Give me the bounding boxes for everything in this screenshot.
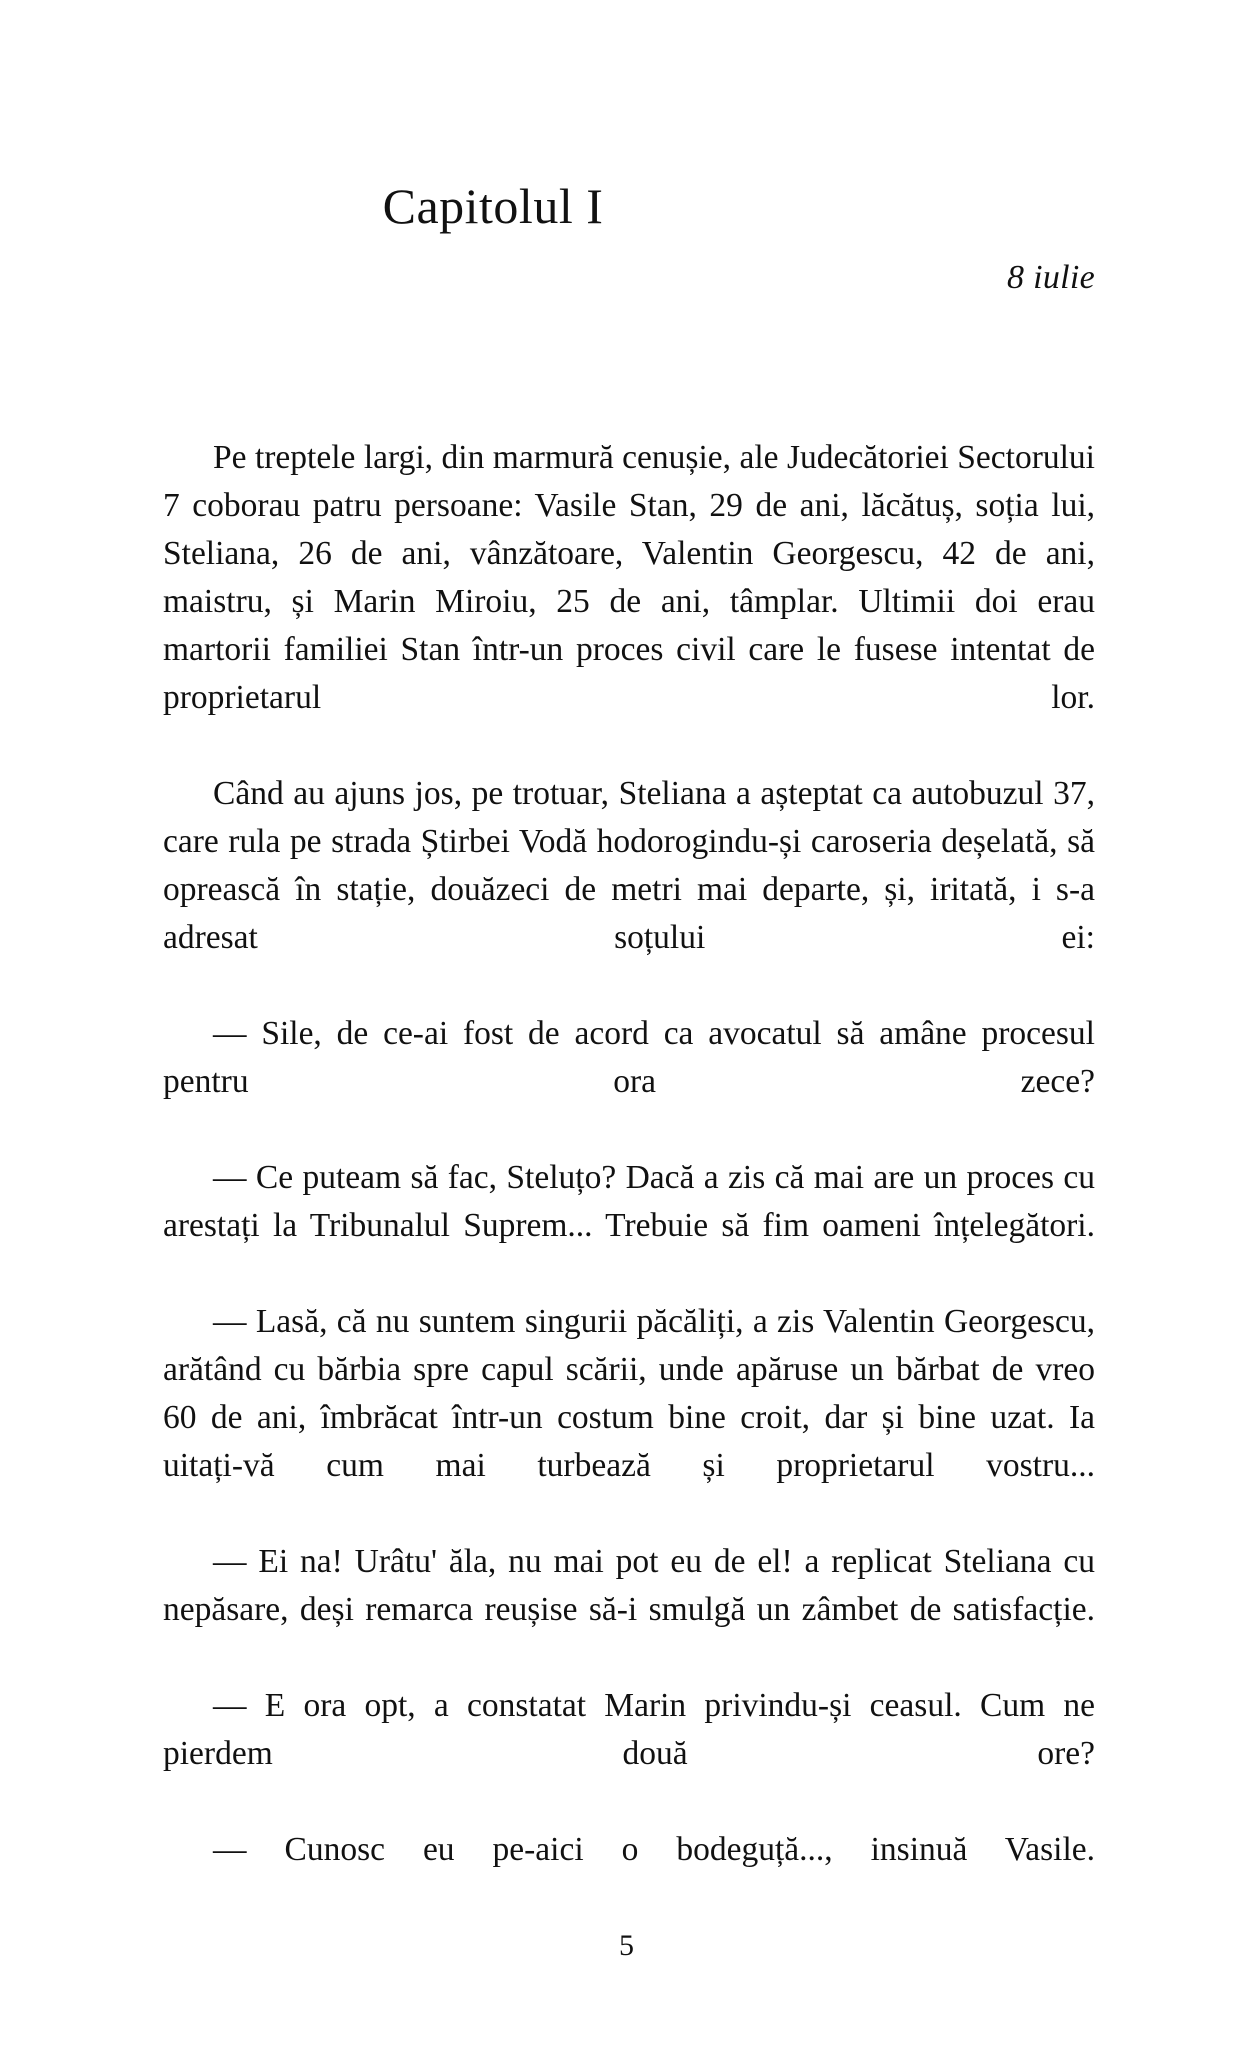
paragraph-dialogue: — Ce puteam să fac, Steluțo? Dacă a zis că mai are un proces cu arestați la Tribunalul Suprem... Trebuie să fim oameni înțelegători. (163, 1159, 1095, 1244)
chapter-date: 8 iulie (1006, 259, 1095, 296)
paragraph-dialogue: — Cunosc eu pe-aici o bodeguță..., insinuă Vasile. (213, 1831, 1095, 1868)
paragraph-dialogue: — Sile, de ce-ai fost de acord ca avocatul să amâne procesul pentru ora zece? (163, 1015, 1095, 1100)
paragraph: Pe treptele largi, din marmură cenușie, ale Judecătoriei Sectorului 7 coborau patru persoane: Vasile Stan, 29 de ani, lăcătuș, soția lui, Steliana, 26 de ani, vânzătoare, Valentin Georgescu, 42 de ani, maistru, și Marin Miroiu, 25 de ani, tâmplar. Ultimii doi erau martorii familiei Stan într-un proces civil care le fusese intentat de proprietarul lor. (163, 439, 1095, 716)
chapter-title: Capitolul I (382, 178, 604, 234)
paragraph: Când au ajuns jos, pe trotuar, Steliana a așteptat ca autobuzul 37, care rula pe strada Știrbei Vodă hodorogindu-și caroseria deșelată, să oprească în stație, douăzeci de metri mai departe, și, iritată, i s-a adresat soțului ei: (163, 775, 1095, 956)
page-number: 5 (619, 1929, 634, 1962)
paragraph-dialogue: — Ei na! Urâtu' ăla, nu mai pot eu de el! a replicat Steliana cu nepăsare, deși remarca reușise să-i smulgă un zâmbet de satisfacție. (163, 1543, 1095, 1628)
paragraph-dialogue: — Lasă, că nu suntem singurii păcăliți, a zis Valentin Georgescu, arătând cu bărbia spre capul scării, unde apăruse un bărbat de vreo 60 de ani, îmbrăcat într-un costum bine croit, dar și bine uzat. Ia uitați-vă cum mai turbează și proprietarul vostru... (163, 1303, 1095, 1484)
body-copy (163, 434, 1095, 1922)
paragraph-dialogue: — E ora opt, a constatat Marin privindu-și ceasul. Cum ne pierdem două ore? (163, 1687, 1095, 1772)
